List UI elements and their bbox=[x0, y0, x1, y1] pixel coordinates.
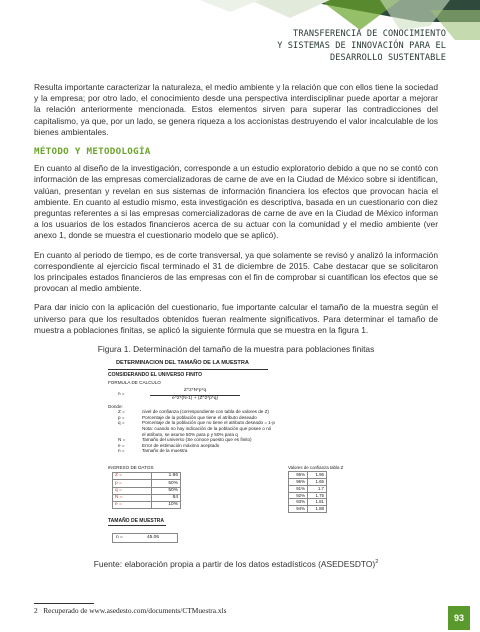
figure-source bbox=[34, 559, 438, 570]
page-header bbox=[0, 0, 480, 80]
def-text: Tamaño de la muestra bbox=[142, 448, 188, 454]
table-row bbox=[113, 502, 181, 509]
definitions-list bbox=[108, 409, 308, 454]
footnote bbox=[34, 606, 226, 615]
page-number: 93 bbox=[448, 606, 470, 630]
header-title-line: Y SISTEMAS DE INNOVACIÓN PARA EL bbox=[277, 41, 446, 51]
footnote-ref: 2 bbox=[375, 559, 379, 566]
result-box bbox=[112, 533, 178, 543]
table-row bbox=[289, 472, 327, 479]
footnote-number: 2 bbox=[34, 606, 38, 615]
divider bbox=[108, 525, 166, 526]
z-value: 1.88 bbox=[308, 506, 327, 513]
input-value: 50% bbox=[152, 480, 181, 487]
z-value: 1.75 bbox=[308, 492, 327, 499]
table-row bbox=[113, 487, 181, 494]
input-value: 84 bbox=[152, 494, 181, 501]
inputs-table bbox=[112, 472, 181, 509]
definition-row bbox=[108, 448, 308, 454]
input-label: q = bbox=[113, 487, 152, 494]
inputs-label: INGRESO DE DATOS bbox=[108, 465, 154, 471]
formula-label: FORMULA DE CALCULO bbox=[108, 380, 161, 386]
formula-n: n = bbox=[118, 391, 125, 397]
def-symbol: p = bbox=[118, 414, 125, 420]
z-value: 1.65 bbox=[308, 479, 327, 486]
table-row bbox=[113, 494, 181, 501]
table-row bbox=[289, 485, 327, 492]
z-confidence: 93% bbox=[289, 499, 308, 506]
input-value: 50% bbox=[152, 487, 181, 494]
z-table bbox=[288, 471, 327, 513]
def-text: el atributo, se asume 50% para p y 50% para q bbox=[142, 431, 238, 437]
source-text: Fuente: elaboración propia a partir de los datos estadísticos (ASEDESDTO) bbox=[93, 559, 376, 570]
paragraph: En cuanto al diseño de la investigación, corresponde a un estudio exploratorio debido a que no se contó con información de las empresas comercializadoras de carne de ave en la Ciudad de México sobre si identifican, valúan, presentan y revelan en sus sistemas de información financiera los efectos que provocan hacia el ambiente. En cuanto al estudio mismo, esta investigación es descriptiva, basada en un cuestionario con diez preguntas referentes a si las empresas comercializadoras de carne de ave en la Ciudad de México informan a los usuarios de los estados financieros acerca de su actuar con la comunidad y el medio ambiente (ver anexo 1, donde se muestra el cuestionario modelo que se aplicó). bbox=[34, 163, 438, 241]
result-label: TAMAÑO DE MUESTRA bbox=[108, 518, 165, 525]
def-symbol: Z = bbox=[118, 409, 125, 415]
header-title bbox=[206, 28, 446, 64]
def-symbol: N = bbox=[118, 437, 126, 443]
z-confidence: 92% bbox=[289, 492, 308, 499]
section-heading: MÉTODO Y METODOLOGÍA bbox=[34, 146, 151, 158]
z-value: 1.7 bbox=[308, 485, 327, 492]
def-text: nivel de confianza (correspondiente con tabla de valores de Z) bbox=[142, 409, 269, 415]
figure-sample-size bbox=[98, 361, 438, 549]
input-label: N = bbox=[113, 494, 152, 501]
table-row bbox=[289, 479, 327, 486]
paragraph: Resulta importante caracterizar la naturaleza, el medio ambiente y la relación que con ellos tiene la sociedad y la empresa; por otro lado, el conocimiento desde una perspectiva interdisciplinar puede aportar a mejorar la relación anteriormente mencionada. Estos elementos sirven para superar las contradicciones del capitalismo, ya que, por un lado, se genera riqueza a los accionistas destruyendo el valor incalculable de los bienes ambientales. bbox=[34, 82, 438, 137]
z-value: 1.81 bbox=[308, 499, 327, 506]
formula-numerator: Z^2*N*p*q bbox=[183, 388, 207, 394]
def-text: Error de estimación máximo aceptado bbox=[142, 442, 220, 448]
input-label: e = bbox=[113, 502, 152, 509]
def-text: Porcentaje de la población que no tiene el atributo deseado = 1-p bbox=[142, 420, 275, 426]
def-text: Porcentaje de la población que tiene el atributo deseado bbox=[142, 414, 257, 420]
result-value: 45.06 bbox=[147, 535, 160, 541]
z-confidence: 95% bbox=[289, 472, 308, 479]
table-row bbox=[113, 480, 181, 487]
table-row bbox=[289, 499, 327, 506]
def-symbol: q = bbox=[118, 420, 125, 426]
def-text: Tamaño del universo (Se conoce puesto que es finito) bbox=[142, 437, 252, 443]
input-label: p = bbox=[113, 480, 152, 487]
def-text: Nota: cuando no hay indicación de la población que posee o nó bbox=[142, 426, 272, 432]
footnote-text: Recuperado de www.asedesto.com/documents/CTMuestra.xls bbox=[43, 606, 227, 615]
z-confidence: 94% bbox=[289, 506, 308, 513]
z-value: 1.96 bbox=[308, 472, 327, 479]
result-n: n = bbox=[116, 535, 123, 541]
paragraph: En cuanto al periodo de tiempo, es de corte transversal, ya que solamente se revisó y analizó la información correspondiente al ejercicio fiscal terminado el 31 de diciembre de 2015. Cabe destacar que se solicitaron los principales estados financieros de las empresas con el fin de comprobar si cuantifican los efectos que se provocan al medio ambiente. bbox=[34, 249, 438, 294]
divider bbox=[108, 369, 268, 370]
def-symbol: n = bbox=[118, 448, 125, 454]
header-title-line: DESARROLLO SUSTENTABLE bbox=[329, 53, 446, 63]
figure-caption: Figura 1. Determinación del tamaño de la muestra para poblaciones finitas bbox=[97, 344, 375, 355]
def-symbol: e = bbox=[118, 442, 125, 448]
z-table-title: Valores de confianza tabla Z bbox=[288, 465, 344, 471]
main-content bbox=[34, 82, 438, 570]
table-row bbox=[113, 473, 181, 480]
paragraph: Para dar inicio con la aplicación del cuestionario, fue importante calcular el tamaño de la muestra según el universo para que los resultados obtenidos fueran realmente significativos. Para determinar el tamaño de muestra a poblaciones finitas, se aplicó la siguiente fórmula que se muestra en la figura 1. bbox=[34, 302, 438, 335]
input-value: 10% bbox=[152, 502, 181, 509]
table-row bbox=[289, 506, 327, 513]
header-title-line: TRANSFERENCIA DE CONOCIMIENTO bbox=[293, 29, 446, 39]
input-value: 1.96 bbox=[152, 473, 181, 480]
z-confidence: 96% bbox=[289, 479, 308, 486]
donde-label: Donde: bbox=[108, 404, 123, 410]
footnote-rule bbox=[34, 603, 94, 604]
formula-denominator: e^2*(N-1) + (Z^2*p*q) bbox=[172, 396, 218, 402]
figure-title: DETERMINACION DEL TAMAÑO DE LA MUESTRA bbox=[116, 360, 249, 367]
z-confidence: 91% bbox=[289, 485, 308, 492]
figure-subtitle: CONSIDERANDO EL UNIVERSO FINITO bbox=[108, 372, 202, 379]
table-row bbox=[289, 492, 327, 499]
input-label: Z = bbox=[113, 473, 152, 480]
